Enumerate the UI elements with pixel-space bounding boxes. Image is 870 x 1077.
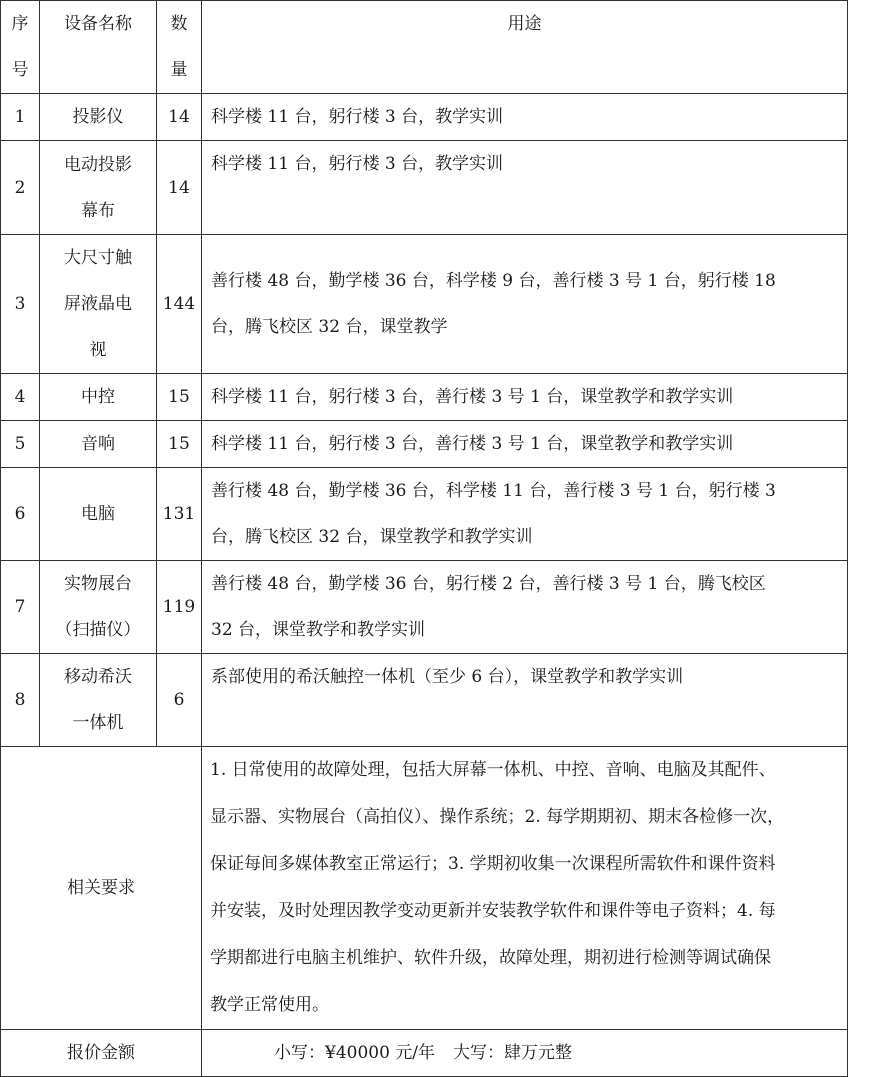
price-row (1, 1030, 848, 1077)
row-use-line: 善行楼 48 台，勤学楼 36 台，科学楼 9 台，善行楼 3 号 1 台，躬行楼 18 (211, 271, 776, 291)
row-name (40, 374, 157, 421)
row-use-line: 32 台，课堂教学和教学实训 (211, 620, 426, 640)
price-label: 报价金额 (1, 1030, 202, 1077)
row-name (40, 94, 157, 141)
header-qty (157, 1, 202, 94)
row-use-line: 科学楼 11 台，躬行楼 3 台，教学实训 (211, 107, 504, 127)
table-row (1, 654, 848, 747)
table-row (1, 235, 848, 374)
row-no: 2 (1, 141, 40, 235)
price-big-label: 大写： (453, 1043, 505, 1063)
row-name (40, 468, 157, 561)
requirements-line: 1. 日常使用的故障处理，包括大屏幕一体机、中控、音响、电脑及其配件、 (210, 760, 776, 780)
row-use (202, 235, 848, 374)
header-name: 设备名称 (40, 1, 157, 94)
price-big-value: 肆万元整 (504, 1043, 573, 1063)
row-name-line: 音响 (81, 434, 115, 454)
row-use (202, 654, 848, 747)
row-name-line: 中控 (81, 387, 115, 407)
requirements-label: 相关要求 (1, 747, 202, 1030)
row-name (40, 654, 157, 747)
row-use (202, 94, 848, 141)
row-name (40, 421, 157, 468)
row-use-line: 科学楼 11 台，躬行楼 3 台，善行楼 3 号 1 台，课堂教学和教学实训 (211, 387, 734, 407)
row-use-line: 系部使用的希沃触控一体机（至少 6 台），课堂教学和教学实训 (211, 667, 684, 687)
header-no-line: 号 (11, 60, 29, 80)
row-name-line: 投影仪 (72, 107, 124, 127)
table-row (1, 374, 848, 421)
header-qty-line: 量 (170, 60, 188, 80)
row-name-line: 大尺寸触 (64, 248, 132, 268)
row-qty: 15 (157, 374, 202, 421)
row-name-line: 电脑 (81, 504, 115, 524)
row-no: 5 (1, 421, 40, 468)
row-use (202, 468, 848, 561)
table-row (1, 561, 848, 654)
requirements-line: 教学正常使用。 (210, 995, 329, 1015)
row-name-line: （扫描仪） (55, 620, 141, 640)
row-use-line: 善行楼 48 台，勤学楼 36 台，科学楼 11 台，善行楼 3 号 1 台，躬行楼 3 (211, 481, 776, 501)
row-use (202, 141, 848, 235)
row-name-line: 移动希沃 (64, 667, 132, 687)
row-qty: 14 (157, 94, 202, 141)
row-name-line: 一体机 (72, 713, 124, 733)
table-row (1, 94, 848, 141)
row-name-line: 实物展台 (64, 574, 132, 594)
requirements-line: 学期都进行电脑主机维护、软件升级，故障处理，期初进行检测等调试确保 (210, 948, 771, 968)
row-qty: 119 (157, 561, 202, 654)
row-qty: 15 (157, 421, 202, 468)
row-qty: 144 (157, 235, 202, 374)
row-use (202, 374, 848, 421)
row-use-line: 善行楼 48 台，勤学楼 36 台，躬行楼 2 台，善行楼 3 号 1 台，腾飞校区 (211, 574, 766, 594)
row-name (40, 561, 157, 654)
row-name (40, 235, 157, 374)
row-no: 3 (1, 235, 40, 374)
price-value (202, 1030, 848, 1077)
table-row (1, 421, 848, 468)
row-qty: 131 (157, 468, 202, 561)
requirements-row (1, 747, 848, 1030)
row-no: 8 (1, 654, 40, 747)
price-small-value: ¥40000 元/年 (325, 1043, 436, 1063)
row-use-line: 科学楼 11 台，躬行楼 3 台，教学实训 (211, 154, 504, 174)
requirements-line: 保证每间多媒体教室正常运行；3. 学期初收集一次课程所需软件和课件资料 (210, 854, 776, 874)
table-row (1, 468, 848, 561)
header-no-line: 序 (11, 14, 29, 34)
row-name-line: 幕布 (81, 200, 115, 221)
header-use: 用途 (202, 1, 848, 94)
row-no: 1 (1, 94, 40, 141)
row-use-line: 科学楼 11 台，躬行楼 3 台，善行楼 3 号 1 台，课堂教学和教学实训 (211, 434, 734, 454)
requirements-line: 并安装，及时处理因教学变动更新并安装教学软件和课件等电子资料；4. 每 (210, 901, 776, 921)
row-name-line: 视 (89, 340, 107, 360)
row-no: 7 (1, 561, 40, 654)
requirements-line: 显示器、实物展台（高拍仪）、操作系统；2. 每学期期初、期末各检修一次， (210, 807, 785, 827)
table-row (1, 141, 848, 235)
row-qty: 6 (157, 654, 202, 747)
row-no: 4 (1, 374, 40, 421)
header-row (1, 1, 848, 94)
requirements-text (202, 747, 848, 1030)
header-qty-line: 数 (170, 14, 188, 34)
row-no: 6 (1, 468, 40, 561)
price-small-label: 小写： (274, 1043, 325, 1063)
row-name-line: 电动投影 (64, 154, 132, 175)
header-no (1, 1, 40, 94)
row-use (202, 561, 848, 654)
row-name-line: 屏液晶电 (64, 294, 132, 314)
row-use-line: 台，腾飞校区 32 台，课堂教学和教学实训 (211, 527, 533, 547)
row-qty: 14 (157, 141, 202, 235)
row-use-line: 台，腾飞校区 32 台，课堂教学 (211, 317, 448, 337)
row-use (202, 421, 848, 468)
row-name (40, 141, 157, 235)
